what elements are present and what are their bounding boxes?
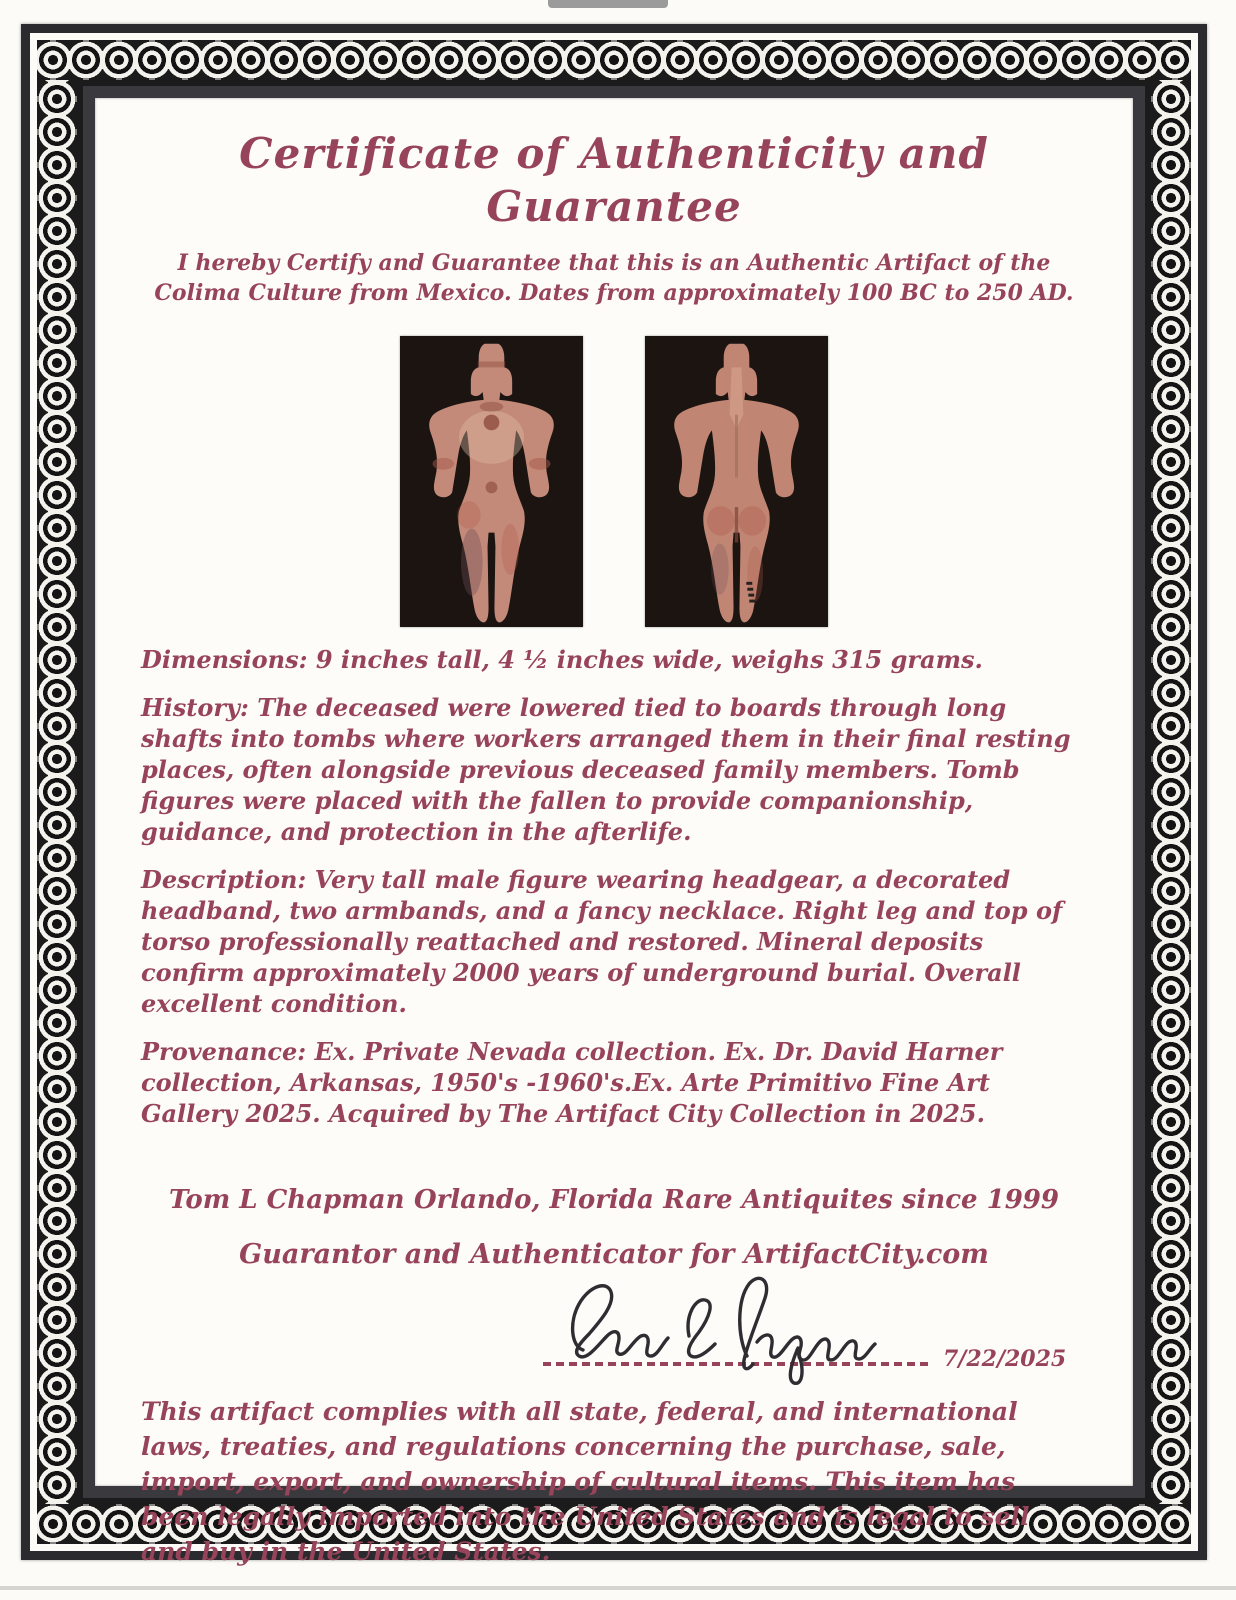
- dimensions-label: Dimensions:: [141, 645, 308, 675]
- authenticator-location: Orlando, Florida: [413, 1185, 654, 1216]
- figure-armband-right: [529, 458, 551, 470]
- certificate-content: [95, 98, 1133, 1567]
- history-section: [141, 692, 1087, 847]
- circle-border-top: [37, 40, 1191, 80]
- authenticator-name: Tom L Chapman: [169, 1185, 405, 1216]
- provenance-text: Ex. Private Nevada collection. Ex. Dr. David Harner collection, Arkansas, 1950's -1960's.Ex. Arte Primitivo Fine Art Gallery 2025. Acquired by The Artifact City Collection in 2025.: [141, 1037, 1003, 1129]
- description-text: Very tall male figure wearing headgear, a decorated headband, two armbands, and a fancy necklace. Right leg and top of torso professionally reattached and restored. Mineral deposits confirm approximately 2000 years of underground burial. Overall excellent condition.: [141, 865, 1063, 1019]
- figure-headband: [478, 362, 506, 368]
- figure-armband-left: [432, 458, 454, 470]
- decorative-frame: [21, 24, 1207, 1567]
- certificate-intro: I hereby Certify and Guarantee that this is an Authentic Artifact of the Colima Culture from Mexico. Dates from approximately 100 BC to 250 AD.: [154, 250, 1074, 306]
- circle-border-left: [37, 80, 77, 1504]
- artifact-photo-back: [645, 336, 828, 627]
- provenance-section: [141, 1036, 1087, 1129]
- authenticator-row: [141, 1185, 1087, 1215]
- scan-artifact-top: [548, 0, 668, 8]
- signature-block: [141, 1270, 1087, 1388]
- artifact-figure-front-image: [400, 336, 583, 627]
- description-section: [141, 864, 1087, 1019]
- figure-necklace: [480, 402, 504, 412]
- legal-statement: This artifact complies with all state, federal, and international laws, treaties, and regulations concerning the purchase, sale, import, export, and ownership of cultural items. This item has been legally imported into the United States and is legal to sell and buy in the United States.: [141, 1397, 1030, 1567]
- circle-border-band: [37, 40, 1191, 1567]
- artifact-photos: [141, 336, 1087, 627]
- handwritten-signature: [549, 1270, 889, 1388]
- circle-border-right: [1151, 80, 1191, 1504]
- certificate-title: Certificate of Authenticity and Guarantee: [239, 129, 989, 231]
- provenance-label: Provenance:: [141, 1037, 307, 1067]
- history-text: The deceased were lowered tied to boards through long shafts into tombs where workers arranged them in their final resting places, often alongside previous deceased family members. Tomb figures were placed with the fallen to provide companionship, guidance, and protection in the afterlife.: [141, 693, 1071, 847]
- artifact-photo-front: [400, 336, 583, 627]
- signature-date: 7/22/2025: [943, 1346, 1067, 1373]
- history-label: History:: [141, 693, 249, 723]
- certificate-inner-area: [83, 86, 1145, 1567]
- guarantor-role-line: Guarantor and Authenticator for ArtifactCity.com: [239, 1239, 989, 1271]
- description-label: Description:: [141, 865, 307, 895]
- dimensions-text: 9 inches tall, 4 ½ inches wide, weighs 315 grams.: [307, 645, 983, 675]
- dimensions-section: [141, 644, 1087, 675]
- artifact-figure-back-image: [645, 336, 828, 627]
- scan-paper-edge: [0, 1586, 1236, 1590]
- authenticator-tagline: Rare Antiquites since 1999: [663, 1185, 1059, 1216]
